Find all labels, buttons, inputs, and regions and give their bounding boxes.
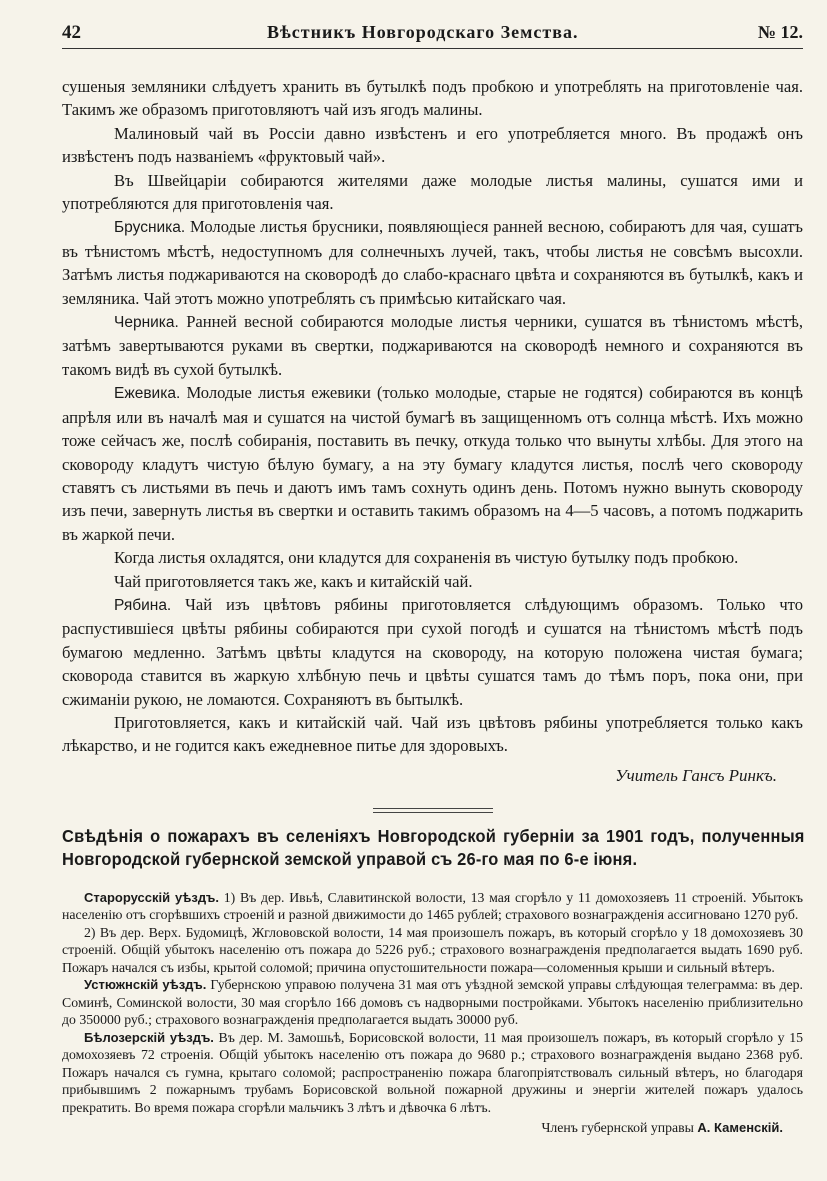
paragraph-blueberry: [62, 310, 803, 381]
paragraph: Когда листья охладятся, они кладутся для сохраненія въ чистую бутылку подъ пробкою.: [114, 548, 739, 568]
term-rowan: Рябина.: [114, 596, 172, 614]
report-entry: [62, 889, 803, 924]
author-signature: Учитель Гансъ Ринкъ.: [615, 765, 777, 785]
report-entry: [62, 976, 803, 1029]
term-lingonberry: Брусника.: [114, 219, 186, 237]
fire-report: [62, 889, 803, 1137]
member-title: Членъ губернской управы: [541, 1120, 694, 1136]
report-text: Губернскою управою получена 31 мая отъ уѣздной земской управы слѣдующая телеграмма: въ дер. Соминѣ, Соминской волости, 30 мая сгорѣло 166 домовъ съ надворными постройками. Убытокъ населенію приблизительно до 350000 руб.; страхового вознагражденія предполагается выдать 30000 руб.: [62, 977, 804, 1028]
issue-number: № 12.: [757, 22, 803, 42]
report-title: Свѣдѣнія о пожарахъ въ селеніяхъ Новгородской губерніи за 1901 годъ, полученныя Новгородской губернской земской управой съ 26-го мая по 6-е іюня.: [62, 825, 805, 869]
section-divider: [373, 808, 493, 813]
member-name: А. Каменскій.: [697, 1120, 783, 1136]
term-blackberry: Ежевика.: [114, 385, 181, 403]
report-entry: [62, 1029, 803, 1117]
journal-title: Вѣстникъ Новгородскаго Земства.: [267, 22, 579, 42]
district-name: Бѣлозерскій уѣздъ.: [84, 1029, 214, 1045]
report-text: Въ дер. М. Замошьѣ, Борисовской волости, 11 мая произошелъ пожаръ, въ который сгорѣло у 15 домохозяевъ 72 строенія. Общій убытокъ населенію отъ пожара до 9680 р.; страхового вознагражденія выдано 2368 руб. Пожаръ начался съ гумна, крытаго соломой; распространенію пожара благопріятствовалъ сильный вѣтеръ, но благодаря прибывшимъ 2 пожарнымъ трубамъ Борисовской вольной пожарной дружины и энергіи жителей пожаръ удалось прекратить. Во время пожара сгорѣли мальчикъ 3 лѣтъ и дѣвочка 6 лѣтъ.: [62, 1029, 803, 1115]
report-text: 1) Въ дер. Ивьѣ, Славитинской волости, 13 мая сгорѣло у 11 домохозяевъ 11 строеній. Убытокъ населенію отъ сгорѣвшихъ строеній и разной движимости до 1465 рублей; страхового вознагражденія ассигновано 1270 руб.: [62, 889, 803, 923]
district-name: Устюжнскій уѣздъ.: [84, 977, 207, 993]
paragraph-rowan: [62, 593, 803, 711]
term-blueberry: Черника.: [114, 314, 179, 332]
report-entry: 2) Въ дер. Верх. Будомицѣ, Жглововской волости, 14 мая произошелъ пожаръ, въ который сгорѣло у 18 домохозяевъ 30 строеній. Общій убытокъ населенію отъ пожара до 5226 руб.; страхового вознагражденія предполагается выдать 1690 руб. Пожаръ начался съ избы, крытой соломой; причина опустошительности пожара—соломенныя крыши и сильный вѣтеръ.: [62, 924, 803, 975]
report-signature: [62, 1120, 783, 1136]
paragraph-text: Молодые листья брусники, появляющіеся ранней весною, собираютъ для чая, сушатъ въ тѣнистомъ мѣстѣ, недоступномъ для солнечныхъ лучей, такъ, чтобы листья не совсѣмъ высохли. Затѣмъ листья поджариваются на сковородѣ до слабо-краснаго цвѣта и сохраняются въ бутылкѣ, какъ и земляника. Чай этотъ можно употреблять съ примѣсью китайскаго чая.: [62, 217, 803, 308]
paragraph-text: Чай изъ цвѣтовъ рябины приготовляется слѣдующимъ образомъ. Только что распустившіеся цвѣты рябины собираются при сухой погодѣ и сушатся на тѣнистомъ мѣстѣ подъ бумагою медленно. Затѣмъ цвѣты кладутся на сковороду, на которую положена чистая бумага; сковорода ставится въ жаркую хлѣбную печь и цвѣты сушатся тамъ до тѣмъ поръ, пока они, при сжиманіи рукою, не ломаются. Сохраняютъ въ бытылкѣ.: [62, 594, 803, 709]
paragraph-text: Ранней весной собираются молодые листья черники, сушатся въ тѣнистомъ мѣстѣ, затѣмъ завертываются руками въ свертки, поджариваются на сковородѣ немного и сохраняются въ такомъ видѣ въ сухой бутылкѣ.: [62, 312, 803, 379]
page-header: [62, 18, 803, 49]
paragraph: Въ Швейцаріи собираются жителями даже молодые листья малины, сушатся ими и употребляются для приготовленія чая.: [62, 170, 803, 214]
paragraph: Малиновый чай въ Россіи давно извѣстенъ и его употребляется много. Въ продажѣ онъ извѣстенъ подъ названіемъ «фруктовый чай».: [62, 123, 803, 167]
paragraph: сушеныя земляники слѣдуетъ хранить въ бутылкѣ подъ пробкою и употреблять на приготовленіе чая. Такимъ же образомъ приготовляютъ чай изъ ягодъ малины.: [62, 77, 803, 120]
paragraph-lingonberry: [62, 215, 803, 310]
paragraph-blackberry: [62, 381, 803, 546]
paragraph: Приготовляется, какъ и китайскій чай. Чай изъ цвѣтовъ рябины употребляется только какъ лѣкарство, и не годится какъ ежедневное питье для здоровыхъ.: [62, 712, 803, 756]
tea-article: [62, 75, 803, 786]
page-number: 42: [62, 22, 81, 43]
paragraph-text: Молодые листья ежевики (только молодые, старые не годятся) собираются въ концѣ апрѣля или въ началѣ мая и сушатся на чистой бумагѣ въ защищенномъ отъ солнца мѣстѣ. Ихъ можно тоже сейчасъ же, послѣ собиранія, поставить въ печку, откуда только что вынуты хлѣбы. Для этого на сковороду кладутъ чистую бѣлую бумагу, а на эту бумагу кладутся листья, послѣ чего сковороду ставятъ съ листьями въ печь и даютъ имъ тамъ сохнуть одинъ день. Потомъ нужно вынуть сковороду изъ печи, завернуть листья въ свертки и оставить такимъ образомъ на 4—5 часовъ, а потомъ поджарить въ жаркой печи.: [62, 383, 803, 544]
district-name: Старорусскій уѣздъ.: [84, 889, 219, 905]
paragraph: Чай приготовляется такъ же, какъ и китайскій чай.: [114, 571, 473, 591]
